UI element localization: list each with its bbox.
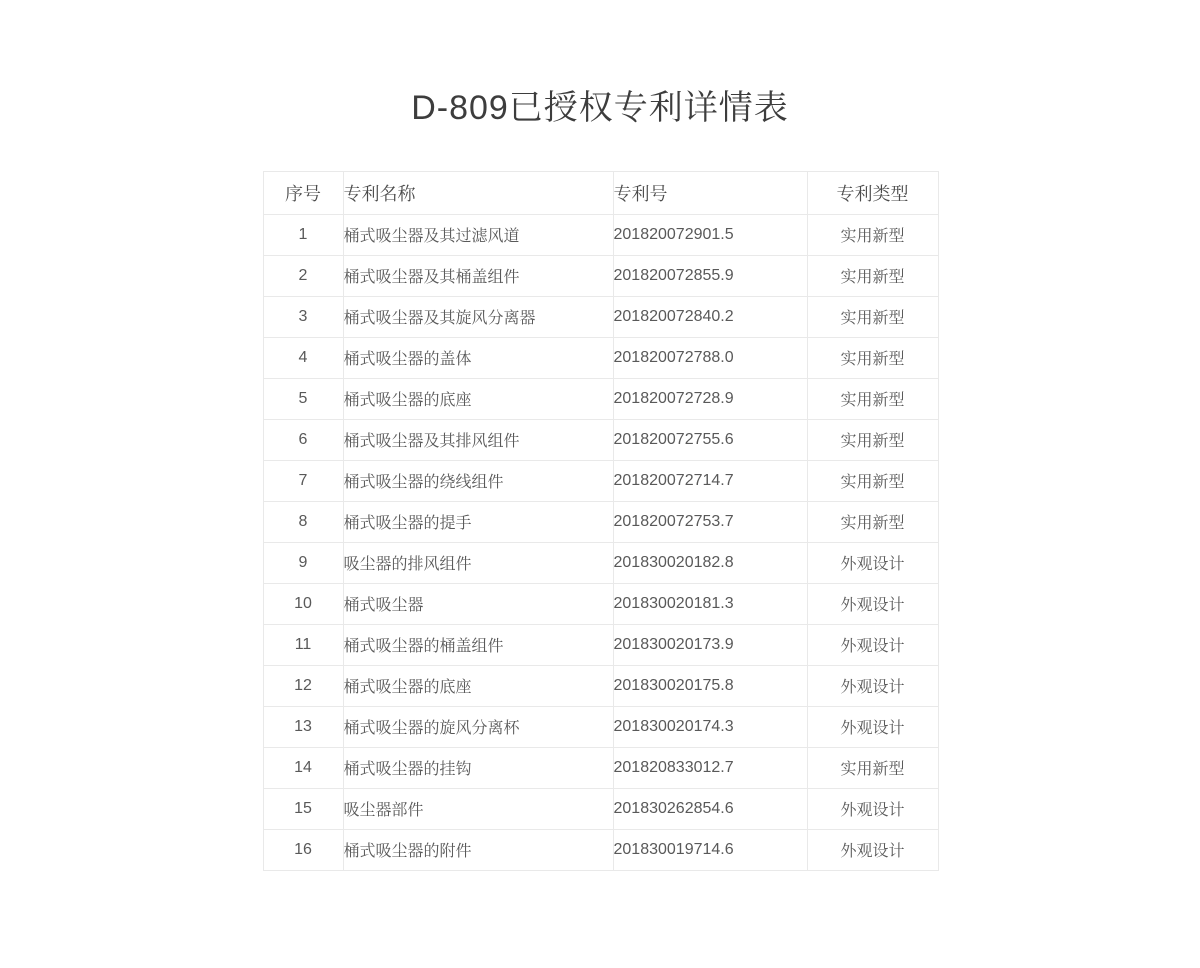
cell-patent-name: 吸尘器部件 <box>343 788 613 829</box>
cell-patent-name: 桶式吸尘器的盖体 <box>343 337 613 378</box>
cell-index: 8 <box>263 501 343 542</box>
table-row <box>263 624 938 665</box>
cell-patent-name: 桶式吸尘器的绕线组件 <box>343 460 613 501</box>
cell-index: 13 <box>263 706 343 747</box>
cell-patent-name: 桶式吸尘器的提手 <box>343 501 613 542</box>
cell-patent-name: 桶式吸尘器及其排风组件 <box>343 419 613 460</box>
cell-patent-name: 桶式吸尘器的桶盖组件 <box>343 624 613 665</box>
cell-patent-type: 外观设计 <box>807 706 938 747</box>
cell-index: 1 <box>263 214 343 255</box>
cell-patent-type: 外观设计 <box>807 788 938 829</box>
cell-index: 15 <box>263 788 343 829</box>
table-row <box>263 214 938 255</box>
cell-patent-type: 外观设计 <box>807 542 938 583</box>
cell-index: 10 <box>263 583 343 624</box>
cell-patent-name: 桶式吸尘器及其桶盖组件 <box>343 255 613 296</box>
table-row <box>263 255 938 296</box>
cell-patent-number: 201820072728.9 <box>613 378 807 419</box>
cell-patent-number: 201830020173.9 <box>613 624 807 665</box>
col-header-patent-number: 专利号 <box>613 171 807 214</box>
cell-patent-type: 实用新型 <box>807 296 938 337</box>
table-row <box>263 337 938 378</box>
patent-table-header <box>263 171 938 214</box>
cell-patent-number: 201820072855.9 <box>613 255 807 296</box>
cell-patent-type: 外观设计 <box>807 665 938 706</box>
col-header-index: 序号 <box>263 171 343 214</box>
header-row <box>263 171 938 214</box>
cell-patent-name: 桶式吸尘器 <box>343 583 613 624</box>
cell-index: 11 <box>263 624 343 665</box>
cell-patent-number: 201830020174.3 <box>613 706 807 747</box>
cell-patent-name: 桶式吸尘器的底座 <box>343 665 613 706</box>
cell-patent-number: 201820072714.7 <box>613 460 807 501</box>
cell-patent-name: 桶式吸尘器及其旋风分离器 <box>343 296 613 337</box>
table-row <box>263 296 938 337</box>
cell-patent-number: 201830019714.6 <box>613 829 807 870</box>
cell-patent-number: 201820072753.7 <box>613 501 807 542</box>
cell-patent-type: 外观设计 <box>807 624 938 665</box>
cell-patent-number: 201830020182.8 <box>613 542 807 583</box>
cell-patent-name: 吸尘器的排风组件 <box>343 542 613 583</box>
table-row <box>263 460 938 501</box>
cell-index: 4 <box>263 337 343 378</box>
cell-patent-type: 实用新型 <box>807 337 938 378</box>
cell-patent-number: 201830020181.3 <box>613 583 807 624</box>
cell-index: 5 <box>263 378 343 419</box>
cell-patent-type: 实用新型 <box>807 255 938 296</box>
table-row <box>263 665 938 706</box>
cell-patent-name: 桶式吸尘器的底座 <box>343 378 613 419</box>
table-row <box>263 542 938 583</box>
cell-patent-number: 201830020175.8 <box>613 665 807 706</box>
patent-table-container <box>263 171 938 871</box>
cell-patent-name: 桶式吸尘器的附件 <box>343 829 613 870</box>
table-row <box>263 829 938 870</box>
table-row <box>263 788 938 829</box>
cell-patent-number: 201820072901.5 <box>613 214 807 255</box>
cell-index: 9 <box>263 542 343 583</box>
table-row <box>263 747 938 788</box>
cell-patent-name: 桶式吸尘器的旋风分离杯 <box>343 706 613 747</box>
cell-patent-type: 实用新型 <box>807 214 938 255</box>
cell-patent-number: 201820833012.7 <box>613 747 807 788</box>
table-row <box>263 378 938 419</box>
table-row <box>263 583 938 624</box>
cell-patent-type: 实用新型 <box>807 747 938 788</box>
cell-patent-type: 实用新型 <box>807 501 938 542</box>
cell-index: 16 <box>263 829 343 870</box>
cell-patent-type: 外观设计 <box>807 583 938 624</box>
cell-patent-type: 外观设计 <box>807 829 938 870</box>
cell-patent-number: 201820072755.6 <box>613 419 807 460</box>
cell-index: 2 <box>263 255 343 296</box>
table-row <box>263 706 938 747</box>
cell-patent-number: 201820072788.0 <box>613 337 807 378</box>
cell-patent-type: 实用新型 <box>807 378 938 419</box>
cell-index: 14 <box>263 747 343 788</box>
cell-index: 7 <box>263 460 343 501</box>
patent-table-body <box>263 214 938 870</box>
cell-index: 6 <box>263 419 343 460</box>
cell-patent-type: 实用新型 <box>807 460 938 501</box>
cell-patent-number: 201830262854.6 <box>613 788 807 829</box>
cell-patent-number: 201820072840.2 <box>613 296 807 337</box>
cell-patent-name: 桶式吸尘器的挂钩 <box>343 747 613 788</box>
cell-patent-type: 实用新型 <box>807 419 938 460</box>
page-title: D-809已授权专利详情表 <box>411 89 789 127</box>
table-row <box>263 419 938 460</box>
table-row <box>263 501 938 542</box>
cell-index: 12 <box>263 665 343 706</box>
cell-index: 3 <box>263 296 343 337</box>
cell-patent-name: 桶式吸尘器及其过滤风道 <box>343 214 613 255</box>
col-header-patent-name: 专利名称 <box>343 171 613 214</box>
col-header-patent-type: 专利类型 <box>807 171 938 214</box>
patent-table <box>263 171 939 871</box>
